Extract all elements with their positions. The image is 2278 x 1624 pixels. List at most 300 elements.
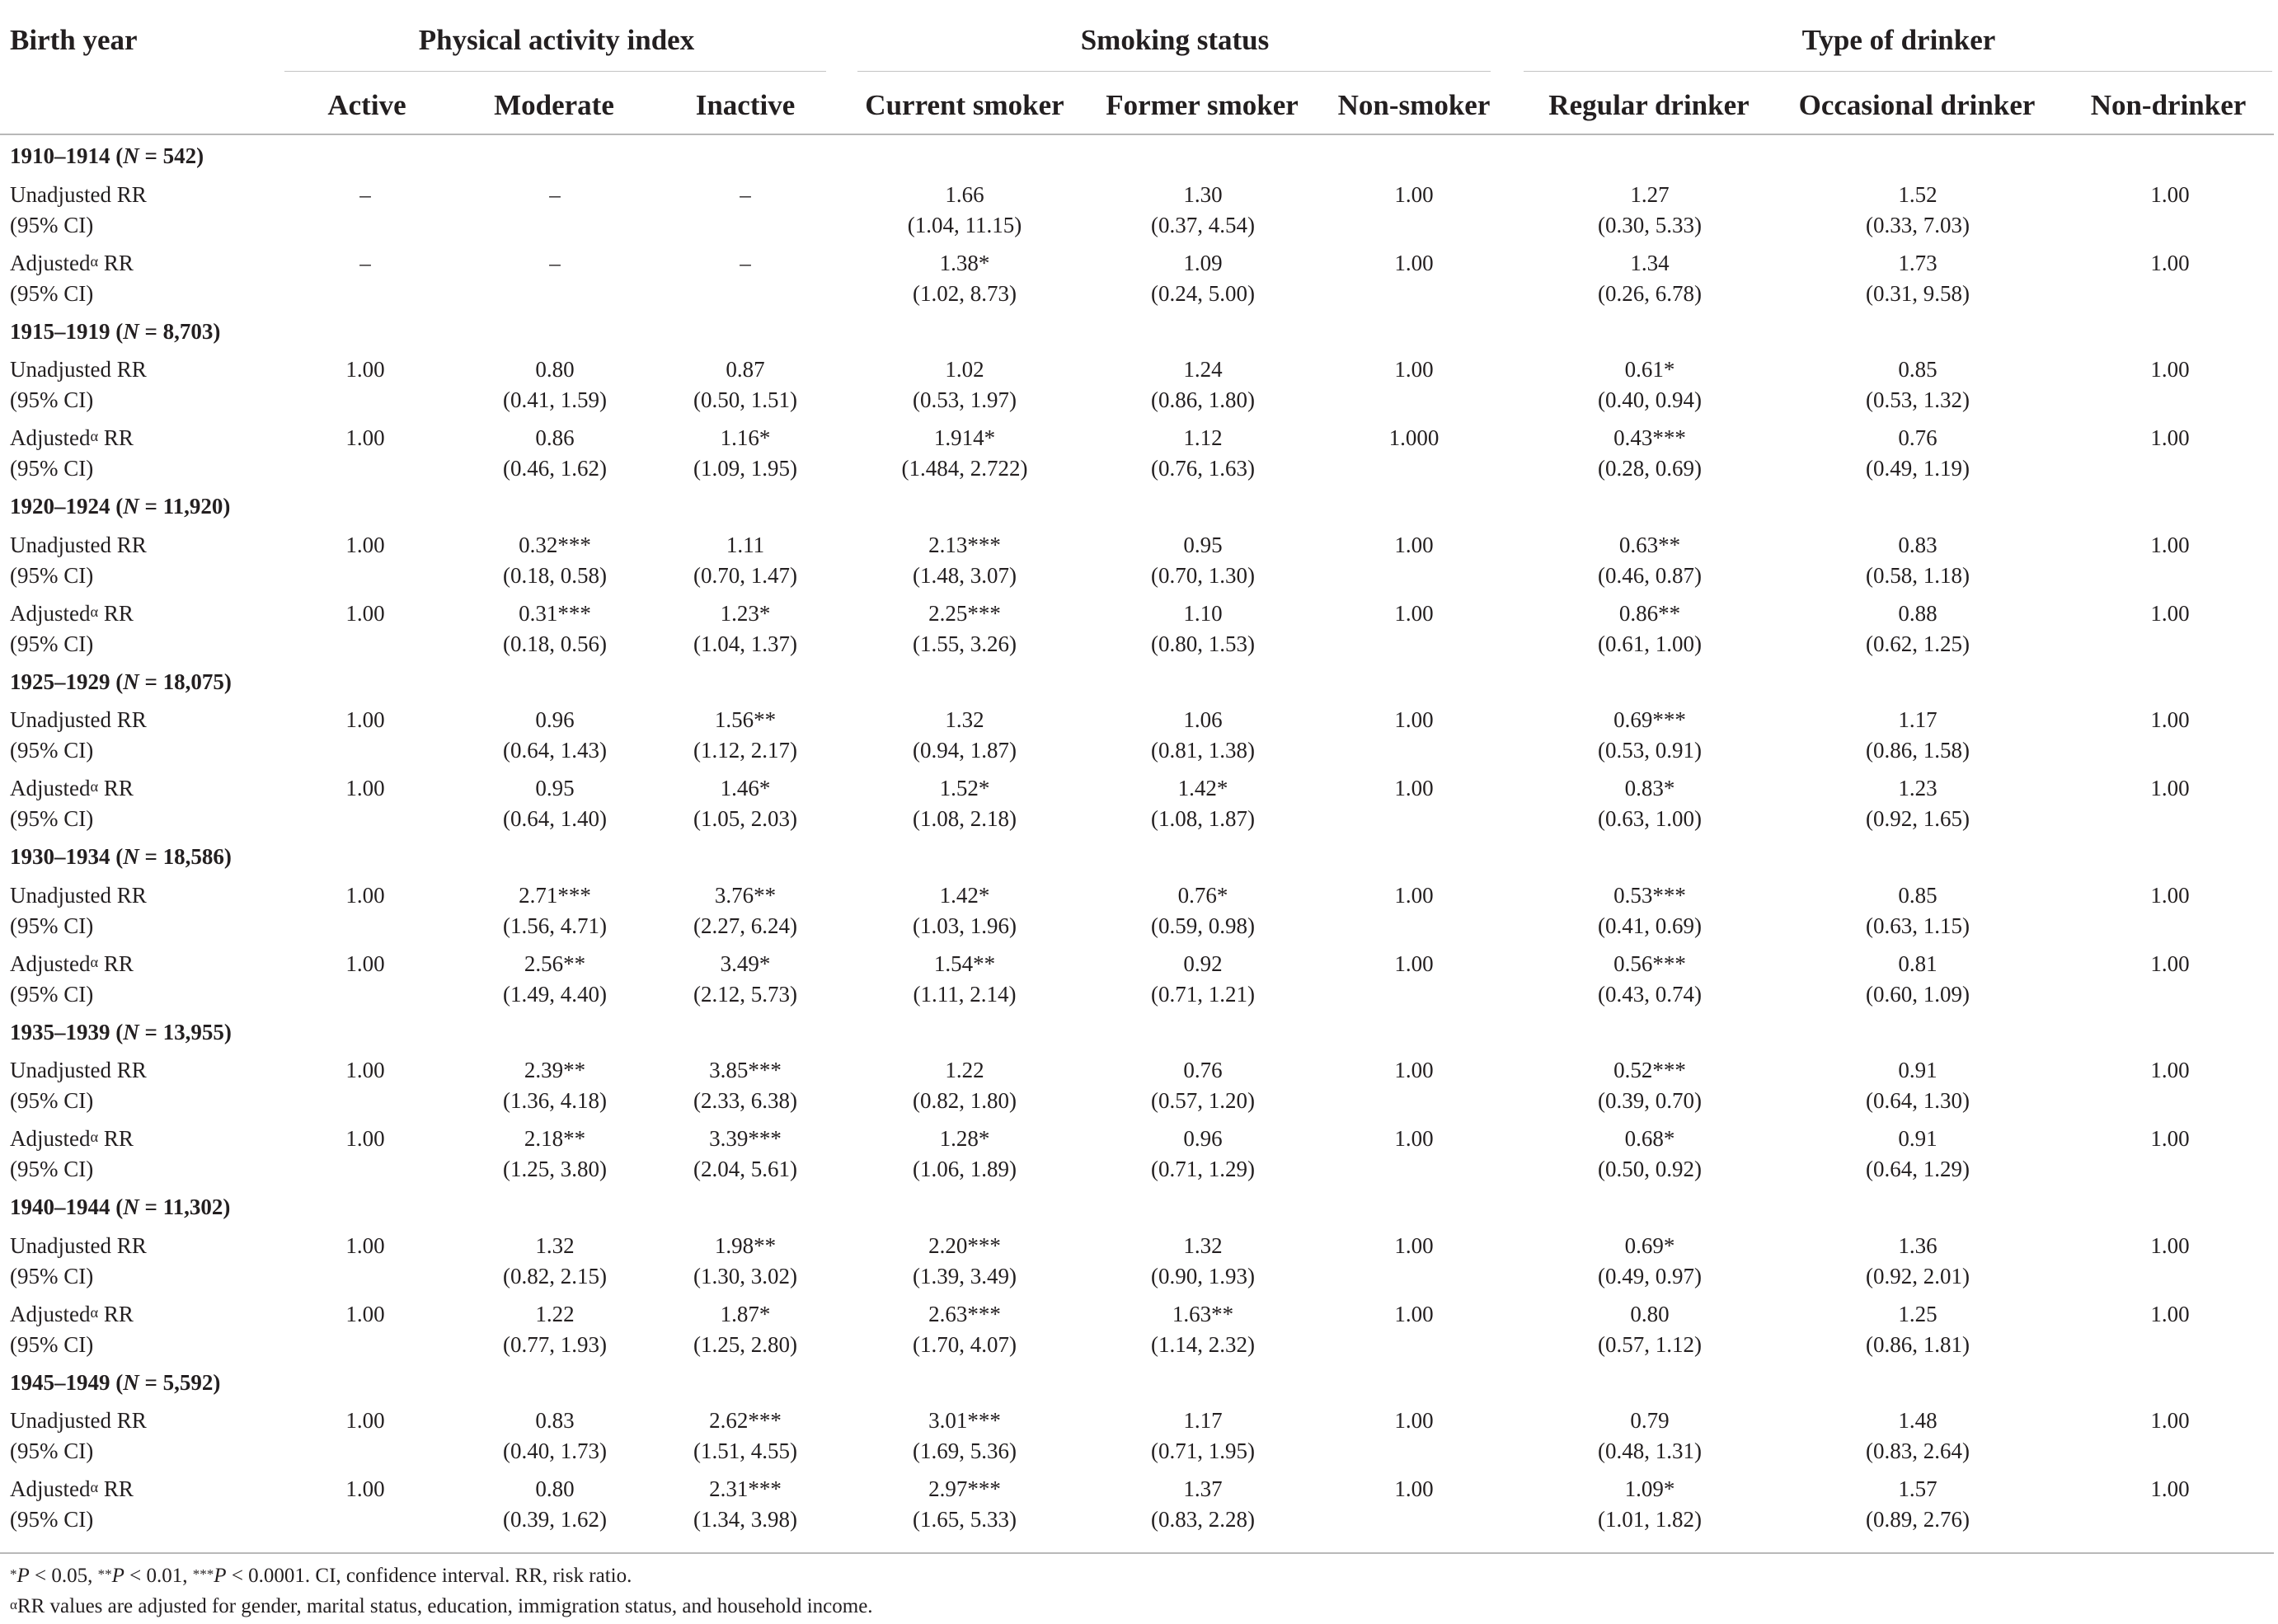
paren: (: [110, 494, 124, 519]
adjusted-rr-label: [10, 427, 134, 449]
rr-value: 3.85***: [709, 1058, 782, 1082]
rr-value: 0.91: [1898, 1058, 1937, 1082]
rr-value: 1.17: [1183, 1408, 1223, 1433]
rr-value: 2.62***: [709, 1408, 782, 1433]
col-header-regular-drinker: Regular drinker: [1548, 89, 1750, 121]
ci-label: (95% CI): [10, 1263, 94, 1288]
paren: ): [213, 318, 221, 344]
ci-value: (1.08, 2.18): [913, 806, 1017, 831]
rr-value: 0.85: [1898, 357, 1937, 382]
cohort-header: [10, 846, 232, 868]
ci-value: (0.71, 1.95): [1151, 1439, 1255, 1463]
cohort-n: 18,075: [162, 669, 224, 694]
rr-value: 1.28*: [939, 1126, 990, 1151]
adjusted-rr-label: [10, 600, 134, 626]
ci-value: (0.62, 1.25): [1866, 631, 1970, 656]
table-bottom-rule: [0, 1552, 2274, 1554]
rr-value: 1.54**: [933, 950, 996, 976]
rr-value: 1.66: [945, 181, 984, 207]
rr-value: 1.00: [345, 425, 385, 450]
footnote-text: RR values are adjusted for gender, marital status, education, immigration status, and household income.: [16, 1595, 873, 1617]
ci-value: (1.11, 2.14): [913, 981, 1017, 1007]
rr-value: 1.00: [2150, 357, 2190, 382]
equals: =: [139, 669, 163, 694]
ci-value: (2.04, 5.61): [693, 1157, 797, 1181]
ci-value: (0.83, 2.64): [1866, 1439, 1970, 1463]
label-text: Unadjusted RR: [10, 1232, 147, 1258]
ci-value: (0.46, 0.87): [1598, 562, 1702, 588]
n-symbol: N: [123, 143, 139, 168]
ci-value: (1.03, 1.96): [913, 913, 1017, 938]
rr-value: 0.96: [1183, 1126, 1223, 1151]
cohort-years: 1935–1939: [10, 1019, 110, 1044]
rr-value: 1.42*: [939, 882, 990, 908]
rr-value: 1.23*: [720, 600, 771, 626]
label-text: Adjusted: [10, 1126, 91, 1151]
n-symbol: N: [123, 669, 139, 694]
rr-value: –: [549, 250, 561, 275]
rr-value: 1.32: [1183, 1232, 1223, 1258]
rr-value: 0.81: [1898, 950, 1937, 976]
rr-value: 1.46*: [720, 776, 771, 800]
rr-value: 0.76: [1183, 1058, 1223, 1082]
rr-value: 1.12: [1183, 425, 1223, 450]
paren: (: [110, 669, 124, 694]
rr-value: 1.00: [1394, 357, 1434, 382]
ci-value: (0.41, 1.59): [503, 387, 607, 412]
ci-value: (0.61, 1.00): [1598, 631, 1702, 656]
col-header-non-drinker: Non-drinker: [2090, 89, 2247, 121]
rr-value: 1.00: [2150, 532, 2190, 557]
ci-value: (0.86, 1.80): [1151, 387, 1255, 412]
cohort-years: 1930–1934: [10, 844, 110, 869]
rr-value: 1.22: [945, 1058, 984, 1082]
ci-value: (0.60, 1.09): [1866, 981, 1970, 1007]
rr-value: 1.00: [345, 357, 385, 382]
rr-value: 1.57: [1898, 1476, 1937, 1501]
rr-value: –: [740, 250, 751, 275]
rr-value: 1.09: [1183, 250, 1223, 275]
rr-value: 0.92: [1183, 950, 1223, 976]
ci-value: (1.25, 3.80): [503, 1157, 607, 1181]
label-text: Unadjusted RR: [10, 357, 147, 382]
equals: =: [139, 318, 163, 344]
rr-value: 1.98**: [714, 1232, 777, 1258]
rr-value: 0.86**: [1618, 600, 1681, 626]
rr-value: 1.56**: [714, 707, 777, 732]
p-symbol: P: [16, 1565, 30, 1587]
unadjusted-rr-label: [10, 359, 147, 381]
ci-value: (0.57, 1.12): [1598, 1331, 1702, 1357]
rr-value: 1.02: [945, 357, 984, 382]
rr-value: 1.914*: [933, 425, 996, 450]
ci-value: (0.43, 0.74): [1598, 981, 1702, 1007]
rr-value: 1.00: [2150, 1126, 2190, 1151]
rr-value: 1.52*: [939, 776, 990, 800]
rr-value: 1.63**: [1172, 1301, 1234, 1326]
ci-value: (1.12, 2.17): [693, 738, 797, 763]
ci-value: (0.86, 1.58): [1866, 738, 1970, 763]
ci-value: (0.81, 1.38): [1151, 738, 1255, 763]
cohort-n: 11,920: [162, 494, 223, 519]
unadjusted-rr-label: [10, 709, 147, 731]
n-symbol: N: [123, 318, 139, 344]
ci-value: (0.31, 9.58): [1866, 280, 1970, 306]
rr-value: 0.86: [535, 425, 575, 450]
cohort-years: 1945–1949: [10, 1369, 110, 1395]
label-text: Adjusted: [10, 950, 91, 976]
rr-value: 0.63**: [1618, 532, 1681, 557]
rr-value: 1.00: [2150, 181, 2190, 207]
ci-value: (1.06, 1.89): [913, 1157, 1017, 1181]
ci-value: (0.40, 1.73): [503, 1439, 607, 1463]
cohort-years: 1910–1914: [10, 143, 110, 168]
rr-value: 2.20***: [928, 1232, 1001, 1258]
ci-value: (1.34, 3.98): [693, 1507, 797, 1532]
ci-value: (0.71, 1.29): [1151, 1157, 1255, 1181]
ci-value: (0.49, 1.19): [1866, 456, 1970, 481]
rr-value: 1.00: [345, 1058, 385, 1082]
rr-value: 2.71***: [519, 882, 591, 908]
col-header-current-smoker: Current smoker: [865, 89, 1064, 121]
rr-value: 1.00: [1394, 776, 1434, 800]
n-symbol: N: [123, 494, 139, 519]
rr-value: 1.00: [1394, 1232, 1434, 1258]
label-text: Unadjusted RR: [10, 1058, 147, 1082]
group-header-type-of-drinker: Type of drinker: [1801, 24, 1996, 56]
ci-value: (0.64, 1.43): [503, 738, 607, 763]
rr-value: 1.24: [1183, 357, 1223, 382]
ci-label: (95% CI): [10, 212, 94, 237]
equals: =: [139, 844, 163, 869]
unadjusted-rr-label: [10, 1059, 147, 1082]
paren: ): [213, 1369, 221, 1395]
cohort-n: 18,586: [162, 844, 224, 869]
ci-value: (0.94, 1.87): [913, 738, 1017, 763]
ci-value: (0.26, 6.78): [1598, 280, 1702, 306]
label-text: RR: [98, 1301, 134, 1326]
ci-value: (0.92, 2.01): [1866, 1263, 1970, 1288]
rr-value: 1.06: [1183, 707, 1223, 732]
cohort-header: [10, 145, 204, 167]
rr-value: 1.38*: [939, 250, 990, 275]
n-symbol: N: [123, 1019, 139, 1044]
unadjusted-rr-label: [10, 534, 147, 556]
ci-value: (1.69, 5.36): [913, 1439, 1017, 1463]
equals: =: [139, 494, 163, 519]
rr-value: 1.36: [1898, 1232, 1937, 1258]
paren: (: [110, 143, 124, 168]
rr-value: 1.00: [1394, 882, 1434, 908]
col-header-former-smoker: Former smoker: [1106, 89, 1299, 121]
rr-value: 0.95: [1183, 532, 1223, 557]
rr-value: 0.68*: [1624, 1126, 1675, 1151]
paren: (: [110, 1195, 124, 1219]
label-text: RR: [98, 776, 134, 800]
rr-value: 0.76: [1898, 425, 1937, 450]
rr-value: 2.13***: [928, 532, 1001, 557]
label-text: Adjusted: [10, 425, 91, 450]
rr-value: 1.52: [1898, 181, 1937, 207]
rr-value: 1.42*: [1177, 776, 1228, 800]
ci-value: (0.39, 0.70): [1598, 1088, 1702, 1113]
ci-value: (0.92, 1.65): [1866, 806, 1970, 831]
ci-value: (0.80, 1.53): [1151, 631, 1255, 656]
cohort-header: [10, 1369, 221, 1395]
rr-value: 1.00: [345, 532, 385, 557]
rr-value: 1.00: [345, 776, 385, 800]
rr-value: –: [549, 181, 561, 207]
rr-value: 0.52***: [1613, 1058, 1686, 1082]
label-text: Adjusted: [10, 600, 91, 626]
rr-value: 1.00: [1394, 950, 1434, 976]
rr-value: 0.83*: [1624, 776, 1675, 800]
ci-value: (0.24, 5.00): [1151, 280, 1255, 306]
paren: (: [110, 844, 124, 869]
ci-value: (1.09, 1.95): [693, 456, 797, 481]
rr-value: 0.61*: [1624, 357, 1675, 382]
rr-value: 0.31***: [519, 600, 591, 626]
ci-value: (0.46, 1.62): [503, 456, 607, 481]
adjusted-rr-label: [10, 950, 134, 976]
col-header-moderate: Moderate: [494, 89, 614, 121]
rr-value: 1.00: [345, 882, 385, 908]
ci-label: (95% CI): [10, 456, 94, 481]
paren: ): [223, 844, 232, 869]
ci-label: (95% CI): [10, 738, 94, 763]
label-text: RR: [98, 250, 134, 275]
ci-value: (0.71, 1.21): [1151, 981, 1255, 1007]
rr-value: 0.96: [535, 707, 575, 732]
group-header-physical-activity: Physical activity index: [418, 24, 695, 56]
ci-value: (0.48, 1.31): [1598, 1439, 1702, 1463]
alpha-mark: α: [90, 1303, 99, 1321]
ci-value: (0.86, 1.81): [1866, 1331, 1970, 1357]
alpha-mark: α: [90, 1129, 99, 1146]
equals: =: [139, 143, 163, 168]
ci-value: (1.05, 2.03): [693, 806, 797, 831]
rr-value: 3.01***: [928, 1408, 1001, 1433]
ci-value: (1.30, 3.02): [693, 1263, 797, 1288]
rr-value: 1.00: [1394, 1058, 1434, 1082]
ci-value: (0.89, 2.76): [1866, 1507, 1970, 1532]
ci-label: (95% CI): [10, 913, 94, 938]
rr-value: 1.23: [1898, 776, 1937, 800]
group-header-smoking-status: Smoking status: [1080, 24, 1270, 56]
ci-value: (1.39, 3.49): [913, 1263, 1017, 1288]
ci-value: (1.55, 3.26): [913, 631, 1017, 656]
rr-value: 1.09*: [1624, 1476, 1675, 1501]
p-symbol: P: [214, 1565, 227, 1587]
rr-value: 1.30: [1183, 181, 1223, 207]
ci-value: (1.08, 1.87): [1151, 806, 1255, 831]
rr-value: 2.31***: [709, 1476, 782, 1501]
paren: ): [223, 494, 231, 519]
unadjusted-rr-label: [10, 882, 147, 908]
ci-value: (0.82, 1.80): [913, 1088, 1017, 1113]
rr-value: 3.39***: [709, 1126, 782, 1151]
ci-value: (1.04, 1.37): [693, 631, 797, 656]
ci-label: (95% CI): [10, 1331, 94, 1357]
col-header-inactive: Inactive: [695, 89, 796, 121]
label-text: Unadjusted RR: [10, 532, 147, 557]
unadjusted-rr-label: [10, 181, 147, 207]
rr-value: 2.18**: [524, 1126, 586, 1151]
equals: =: [139, 1195, 163, 1219]
footnote-text: < 0.05,: [29, 1565, 98, 1587]
ci-value: (1.04, 11.15): [907, 212, 1022, 237]
rr-value: 1.000: [1388, 425, 1440, 450]
rr-value: 1.00: [345, 1232, 385, 1258]
rr-value: –: [359, 181, 371, 207]
ci-label: (95% CI): [10, 981, 94, 1007]
rr-value: 2.25***: [928, 600, 1001, 626]
label-text: Unadjusted RR: [10, 882, 147, 908]
n-symbol: N: [123, 1195, 139, 1219]
group-rule-type-of-drinker: [1524, 71, 2272, 72]
ci-label: (95% CI): [10, 1507, 94, 1532]
rr-value: 1.00: [2150, 1408, 2190, 1433]
alpha-mark: α: [90, 1479, 99, 1496]
rr-value: 1.27: [1630, 181, 1670, 207]
rr-value: 0.56***: [1613, 950, 1686, 976]
paren: (: [110, 318, 124, 344]
ci-value: (0.90, 1.93): [1151, 1263, 1255, 1288]
label-text: Adjusted: [10, 1301, 91, 1326]
rr-value: –: [740, 181, 751, 207]
rr-value: 1.34: [1630, 250, 1670, 275]
rr-value: 1.00: [2150, 882, 2190, 908]
rr-value: 0.69*: [1624, 1232, 1675, 1258]
cohort-n: 11,302: [162, 1195, 223, 1219]
cohort-n: 542: [162, 143, 197, 168]
alpha-mark: α: [90, 603, 99, 620]
alpha-mark: α: [90, 428, 99, 445]
label-text: Adjusted: [10, 776, 91, 800]
rr-value: 0.32***: [519, 532, 591, 557]
ci-label: (95% CI): [10, 1439, 94, 1463]
rr-value: 1.00: [1394, 1301, 1434, 1326]
rr-value: 1.00: [2150, 1058, 2190, 1082]
paren: ): [223, 669, 232, 694]
footnote-adjustment: [10, 1595, 873, 1618]
rr-value: 1.00: [1394, 1476, 1434, 1501]
label-text: RR: [98, 1476, 134, 1501]
cohort-header: [10, 495, 230, 518]
cohort-n: 5,592: [162, 1369, 214, 1395]
rr-value: 1.22: [535, 1301, 575, 1326]
paren: ): [223, 1019, 232, 1044]
label-text: RR: [98, 600, 134, 626]
ci-value: (0.33, 7.03): [1866, 212, 1970, 237]
rr-value: 0.79: [1630, 1408, 1670, 1433]
rr-value: 1.00: [345, 1476, 385, 1501]
label-text: RR: [98, 425, 134, 450]
footnote-text: < 0.01,: [124, 1565, 193, 1587]
adjusted-rr-label: [10, 777, 134, 800]
group-rule-smoking-status: [857, 71, 1491, 72]
rr-value: 1.00: [345, 707, 385, 732]
rr-value: 1.00: [1394, 532, 1434, 557]
rr-value: 1.00: [2150, 425, 2190, 450]
rr-value: 1.00: [2150, 707, 2190, 732]
ci-value: (0.18, 0.58): [503, 562, 607, 588]
ci-value: (1.14, 2.32): [1151, 1331, 1255, 1357]
rr-value: 0.76*: [1177, 882, 1228, 908]
rr-value: 3.49*: [720, 950, 771, 976]
header-bottom-rule: [0, 134, 2274, 135]
ci-value: (0.82, 2.15): [503, 1263, 607, 1288]
rr-value: 0.80: [535, 1476, 575, 1501]
n-symbol: N: [123, 844, 139, 869]
ci-value: (0.50, 0.92): [1598, 1157, 1702, 1181]
rr-value: 1.25: [1898, 1301, 1937, 1326]
rr-value: 1.00: [345, 1301, 385, 1326]
rr-value: 0.85: [1898, 882, 1937, 908]
ci-value: (0.58, 1.18): [1866, 562, 1970, 588]
ci-value: (2.27, 6.24): [693, 913, 797, 938]
ci-value: (0.49, 0.97): [1598, 1263, 1702, 1288]
ci-value: (1.65, 5.33): [913, 1507, 1017, 1532]
footnote-significance: *P < 0.05, **P < 0.01, ***P < 0.0001. CI, confidence interval. RR, risk ratio.: [10, 1565, 632, 1587]
ci-value: (0.18, 0.56): [503, 631, 607, 656]
col-header-non-smoker: Non-smoker: [1337, 89, 1491, 121]
ci-value: (0.77, 1.93): [503, 1331, 607, 1357]
rr-value: 1.00: [1394, 250, 1434, 275]
cohort-header: [10, 1021, 232, 1044]
rr-value: 0.88: [1898, 600, 1937, 626]
ci-value: (0.39, 1.62): [503, 1507, 607, 1532]
rr-value: 1.37: [1183, 1476, 1223, 1501]
ci-value: (0.83, 2.28): [1151, 1507, 1255, 1532]
rr-value: 1.10: [1183, 600, 1223, 626]
ci-value: (0.63, 1.00): [1598, 806, 1702, 831]
rr-value: 2.39**: [524, 1058, 586, 1082]
ci-label: (95% CI): [10, 387, 94, 412]
rr-value: 1.00: [1394, 600, 1434, 626]
cohort-header: [10, 318, 221, 344]
rr-value: 3.76**: [714, 882, 777, 908]
ci-value: (1.25, 2.80): [693, 1331, 797, 1357]
paren: ): [196, 143, 204, 168]
cohort-n: 13,955: [162, 1019, 224, 1044]
cohort-years: 1915–1919: [10, 318, 110, 344]
ci-label: (95% CI): [10, 1157, 94, 1181]
p-symbol: P: [111, 1565, 124, 1587]
rr-value: 2.63***: [928, 1301, 1001, 1326]
rr-value: 1.17: [1898, 707, 1937, 732]
label-text: RR: [98, 950, 134, 976]
ci-value: (0.63, 1.15): [1866, 913, 1970, 938]
cohort-years: 1925–1929: [10, 669, 110, 694]
alpha-mark: α: [90, 953, 99, 970]
rr-value: 1.00: [1394, 707, 1434, 732]
label-text: Unadjusted RR: [10, 181, 147, 207]
rr-value: 0.83: [1898, 532, 1937, 557]
alpha-mark: α: [10, 1596, 17, 1612]
rr-value: 0.91: [1898, 1126, 1937, 1151]
ci-label: (95% CI): [10, 280, 94, 306]
rr-value: 1.32: [535, 1232, 575, 1258]
cohort-years: 1920–1924: [10, 494, 110, 519]
rr-value: 1.00: [2150, 250, 2190, 275]
rr-value: 1.00: [1394, 1126, 1434, 1151]
ci-value: (0.64, 1.30): [1866, 1088, 1970, 1113]
ci-value: (0.70, 1.47): [693, 562, 797, 588]
ci-label: (95% CI): [10, 1088, 94, 1113]
paren: ): [223, 1195, 231, 1219]
equals: =: [139, 1019, 163, 1044]
